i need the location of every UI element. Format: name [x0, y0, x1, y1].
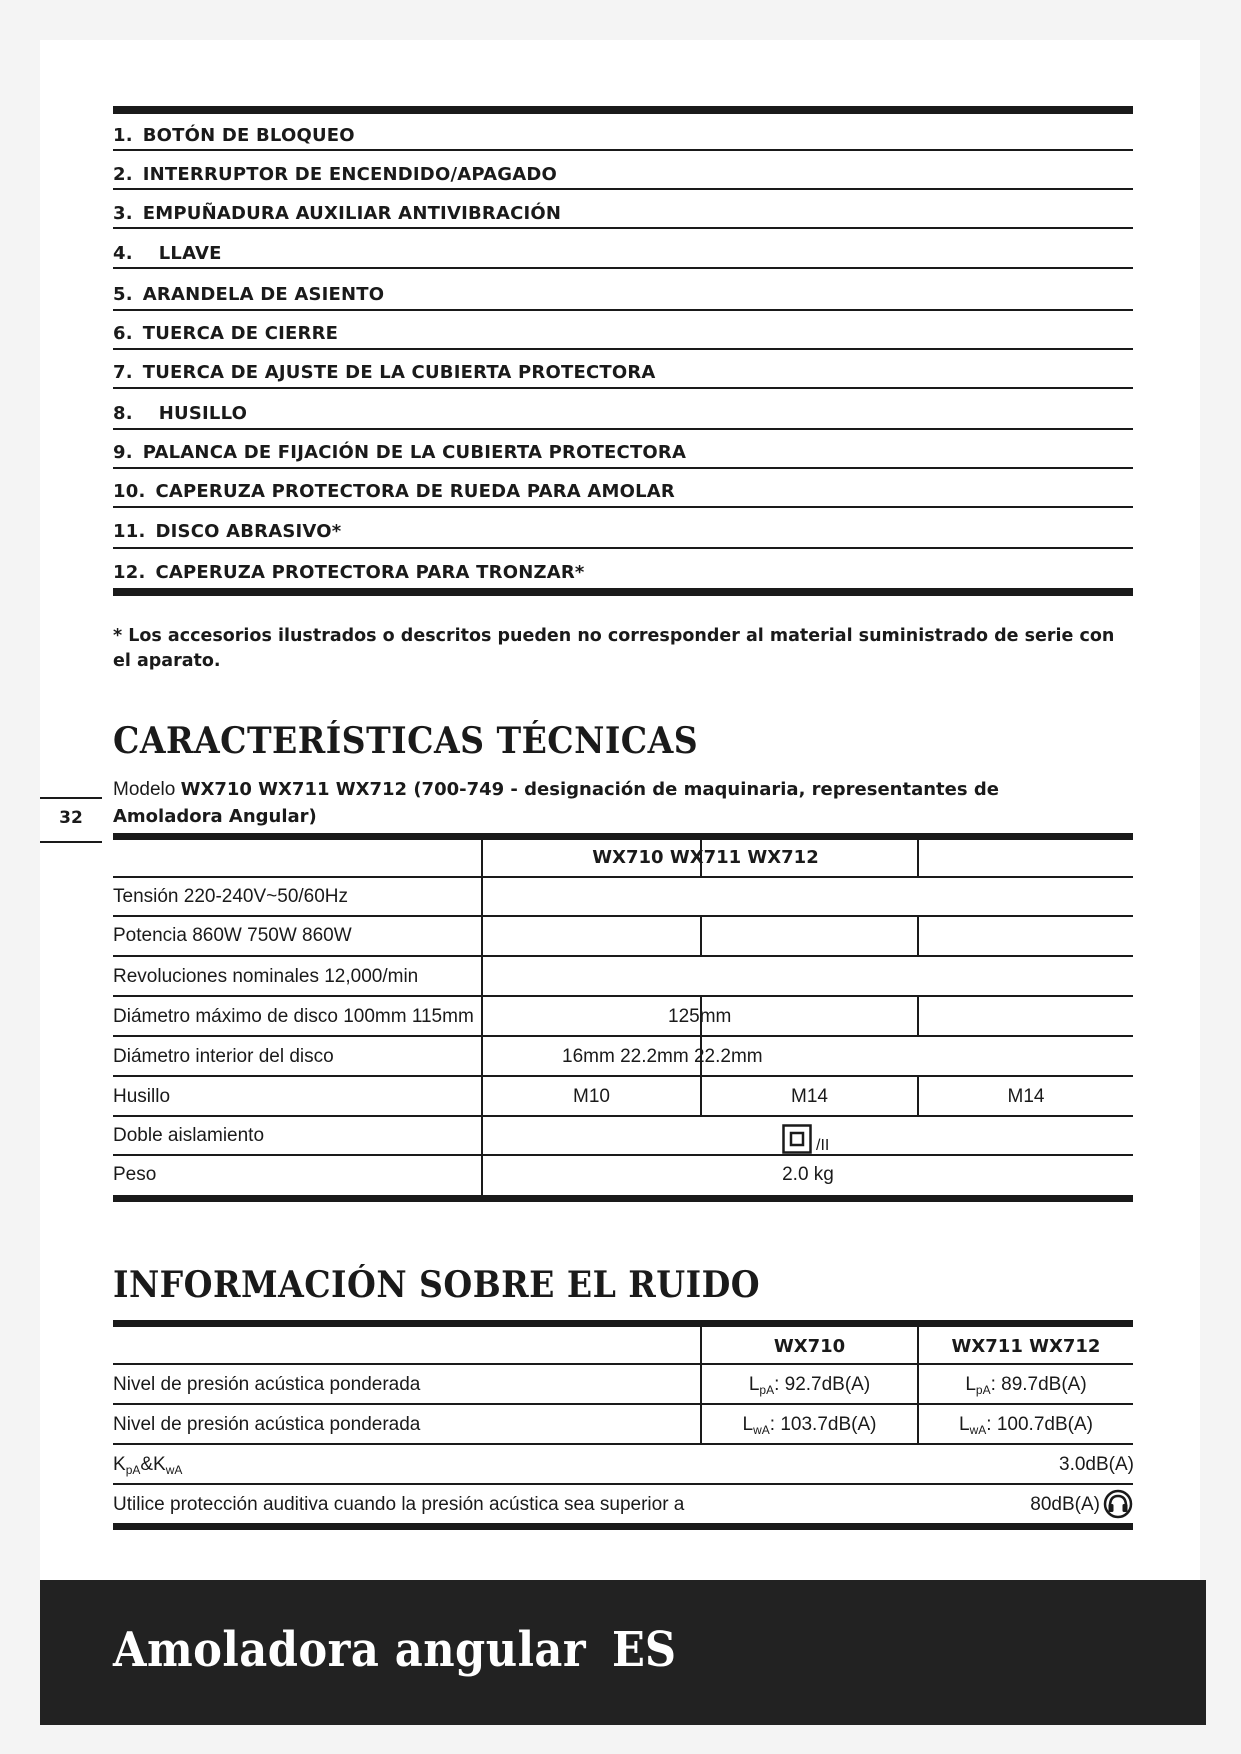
noise-table-bottom-rule — [113, 1523, 1133, 1530]
part-label: LLAVE — [158, 243, 222, 264]
page-number-rule-top — [40, 797, 102, 799]
row-peso-label: Peso — [113, 1164, 157, 1185]
part-item — [113, 323, 338, 344]
row-rule — [113, 876, 1133, 878]
part-number: 9. — [113, 442, 133, 463]
model-list: WX710 WX711 WX712 (700-749 - designación de maquinaria, representantes de — [180, 779, 999, 800]
parts-row-rule — [113, 547, 1133, 549]
ear-protection-icon — [1103, 1489, 1133, 1524]
tech-table-bottom-rule — [113, 1195, 1133, 1202]
row-rule — [113, 915, 1133, 917]
row-husillo-label: Husillo — [113, 1086, 171, 1107]
part-label: TUERCA DE AJUSTE DE LA CUBIERTA PROTECTORA — [142, 362, 656, 383]
part-label: INTERRUPTOR DE ENCENDIDO/APAGADO — [142, 164, 557, 185]
part-label: PALANCA DE FIJACIÓN DE LA CUBIERTA PROTECTORA — [142, 442, 687, 463]
noise-col-wx710: WX710 — [773, 1336, 846, 1357]
row-rule — [113, 1403, 1133, 1405]
noise-heading: INFORMACIÓN SOBRE EL RUIDO — [113, 1264, 761, 1306]
noise-row1-label: Nivel de presión acústica ponderada — [113, 1374, 421, 1395]
part-item — [113, 362, 656, 383]
part-item — [113, 562, 585, 583]
noise-protect-label: Utilice protección auditiva cuando la presión acústica sea superior a — [113, 1494, 685, 1515]
part-number: 12. — [113, 562, 146, 583]
noise-row1-value2: $L_{pA}$: 89.7dB(A) — [965, 1374, 1087, 1397]
parts-bottom-rule — [113, 588, 1133, 596]
parts-row-rule — [113, 188, 1133, 190]
row-rule — [113, 1154, 1133, 1156]
row-husillo-2: M14 — [791, 1086, 828, 1107]
row-husillo-3: M14 — [1007, 1086, 1045, 1107]
row-diametro-value: 125mm — [668, 1006, 732, 1027]
row-husillo-1: M10 — [573, 1086, 610, 1107]
row-rule — [113, 1035, 1133, 1037]
accessories-note: * Los accesorios ilustrados o descritos pueden no corresponder al material suministrado de serie con el aparato. — [113, 626, 1115, 671]
part-number: 6. — [113, 323, 133, 344]
row-rule — [113, 1443, 1133, 1445]
noise-row1-value1: $L_{pA}$: 92.7dB(A) — [748, 1374, 871, 1397]
parts-row-rule — [113, 428, 1133, 430]
part-item — [113, 164, 557, 185]
col-divider — [917, 997, 919, 1035]
tech-heading: CARACTERÍSTICAS TÉCNICAS — [113, 720, 699, 762]
noise-row2-value2: $L_{wA}$: 100.7dB(A) — [959, 1414, 1093, 1437]
part-number: 2. — [113, 164, 133, 185]
part-item — [113, 481, 675, 502]
double-insulation-icon — [782, 1124, 812, 1159]
part-number: 4. — [113, 243, 133, 264]
parts-row-rule — [113, 506, 1133, 508]
parts-row-rule — [113, 309, 1133, 311]
row-rule — [113, 1483, 1133, 1485]
row-rule — [113, 1115, 1133, 1117]
col-divider — [917, 917, 919, 955]
row-peso-value: 2.0 kg — [782, 1164, 834, 1185]
part-label: TUERCA DE CIERRE — [142, 323, 339, 344]
model-prefix: Modelo — [113, 779, 176, 800]
part-number: 5. — [113, 284, 133, 305]
part-number: 7. — [113, 362, 133, 383]
part-item — [113, 203, 561, 224]
tech-header-models: WX710 WX711 WX712 — [592, 847, 819, 868]
part-label: EMPUÑADURA AUXILIAR ANTIVIBRACIÓN — [142, 203, 562, 224]
page-number-rule-bottom — [40, 841, 102, 843]
footer-title: Amoladora angular — [113, 1622, 587, 1678]
part-label: CAPERUZA PROTECTORA PARA TRONZAR* — [155, 562, 585, 583]
part-number: 1. — [113, 125, 133, 146]
part-label: BOTÓN DE BLOQUEO — [142, 125, 355, 146]
parts-top-rule — [113, 106, 1133, 114]
model-line — [113, 776, 1133, 830]
noise-k-label: $K_{pA}\&K_{wA}$ — [113, 1454, 183, 1477]
part-number: 8. — [113, 403, 133, 424]
parts-row-rule — [113, 149, 1133, 151]
noise-row2-label: Nivel de presión acústica ponderada — [113, 1414, 421, 1435]
col-divider — [700, 917, 702, 955]
model-list-cont: Amoladora Angular) — [113, 806, 317, 827]
part-item — [113, 403, 247, 424]
tech-table-top-rule — [113, 833, 1133, 840]
row-tension: Tensión 220-240V~50/60Hz — [113, 886, 349, 907]
row-aislamiento-label: Doble aislamiento — [113, 1125, 265, 1146]
part-label: ARANDELA DE ASIENTO — [142, 284, 385, 305]
row-aislamiento-value: /II — [816, 1137, 830, 1154]
row-potencia: Potencia 860W 750W 860W — [113, 925, 352, 946]
part-item — [113, 284, 384, 305]
row-interior-label: Diámetro interior del disco — [113, 1046, 334, 1067]
row-interior-value: 16mm 22.2mm 22.2mm — [562, 1046, 763, 1067]
part-item — [113, 521, 341, 542]
part-label: DISCO ABRASIVO* — [155, 521, 342, 542]
row-rule — [113, 995, 1133, 997]
row-rule — [113, 1363, 1133, 1365]
parts-row-rule — [113, 267, 1133, 269]
part-label: HUSILLO — [158, 403, 248, 424]
noise-protect-value: 80dB(A) — [1030, 1494, 1100, 1515]
parts-row-rule — [113, 387, 1133, 389]
part-item — [113, 442, 686, 463]
row-rule — [113, 955, 1133, 957]
part-label: CAPERUZA PROTECTORA DE RUEDA PARA AMOLAR — [155, 481, 675, 502]
part-number: 3. — [113, 203, 133, 224]
row-revoluciones: Revoluciones nominales 12,000/min — [113, 966, 419, 987]
part-number: 10. — [113, 481, 146, 502]
part-number: 11. — [113, 521, 146, 542]
row-rule — [113, 1075, 1133, 1077]
page-number: 32 — [59, 808, 83, 828]
parts-row-rule — [113, 348, 1133, 350]
footer-language: ES — [612, 1622, 677, 1678]
parts-row-rule — [113, 227, 1133, 229]
noise-k-value: 3.0dB(A) — [1059, 1454, 1134, 1475]
part-item — [113, 243, 222, 264]
noise-col-wx711-wx712: WX711 WX712 — [951, 1336, 1101, 1357]
noise-table-top-rule — [113, 1320, 1133, 1327]
part-item — [113, 125, 355, 146]
row-diametro-label: Diámetro máximo de disco 100mm 115mm — [113, 1006, 474, 1027]
col-divider — [481, 840, 483, 1195]
parts-row-rule — [113, 467, 1133, 469]
noise-row2-value1: $L_{wA}$: 103.7dB(A) — [742, 1414, 877, 1437]
